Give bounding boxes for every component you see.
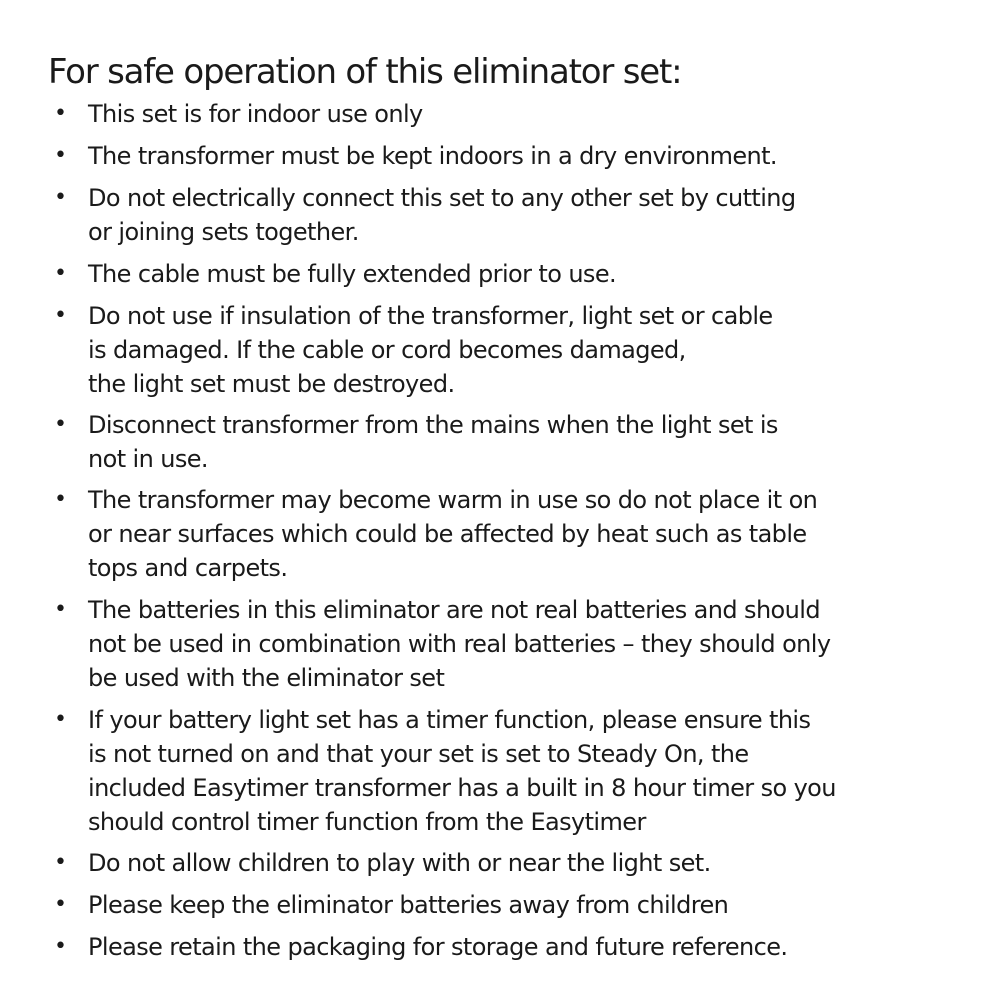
bullet-icon: •: [54, 707, 67, 732]
safety-item-line: or joining sets together.: [88, 218, 359, 246]
safety-item-text: [88, 703, 988, 839]
bullet-icon: •: [54, 261, 67, 286]
safety-item-line: is not turned on and that your set is set to Steady On, the: [88, 740, 749, 768]
bullet-icon: •: [54, 892, 67, 917]
safety-item-line: The transformer may become warm in use so do not place it on: [88, 486, 818, 514]
safety-item-text: [88, 181, 988, 249]
safety-item-text: [88, 593, 988, 695]
safety-item-line: not be used in combination with real batteries – they should only: [88, 630, 831, 658]
safety-item-line: Please retain the packaging for storage and future reference.: [88, 933, 788, 961]
safety-item-line: If your battery light set has a timer function, please ensure this: [88, 706, 811, 734]
safety-item-text: [88, 483, 988, 585]
safety-item-line: Do not electrically connect this set to any other set by cutting: [88, 184, 796, 212]
safety-item-line: is damaged. If the cable or cord becomes damaged,: [88, 336, 686, 364]
safety-item-text: [88, 257, 988, 291]
safety-item-text: [88, 408, 988, 476]
bullet-icon: •: [54, 303, 67, 328]
bullet-icon: •: [54, 597, 67, 622]
safety-item-line: the light set must be destroyed.: [88, 370, 455, 398]
bullet-icon: •: [54, 850, 67, 875]
bullet-icon: •: [54, 143, 67, 168]
safety-item-line: This set is for indoor use only: [88, 100, 423, 128]
safety-item-text: [88, 97, 988, 131]
bullet-icon: •: [54, 185, 67, 210]
safety-item-line: Please keep the eliminator batteries away from children: [88, 891, 729, 919]
safety-item-line: or near surfaces which could be affected by heat such as table: [88, 520, 807, 548]
safety-item-line: Do not allow children to play with or near the light set.: [88, 849, 711, 877]
safety-item-text: [88, 888, 988, 922]
bullet-icon: •: [54, 412, 67, 437]
safety-item-line: should control timer function from the Easytimer: [88, 808, 646, 836]
safety-item-text: [88, 846, 988, 880]
bullet-icon: •: [54, 934, 67, 959]
safety-item-line: Do not use if insulation of the transformer, light set or cable: [88, 302, 773, 330]
safety-item-text: [88, 930, 988, 964]
safety-item-line: Disconnect transformer from the mains when the light set is: [88, 411, 778, 439]
bullet-icon: •: [54, 487, 67, 512]
safety-item-text: [88, 139, 988, 173]
safety-item-line: be used with the eliminator set: [88, 664, 445, 692]
bullet-icon: •: [54, 101, 67, 126]
safety-item-line: The batteries in this eliminator are not real batteries and should: [88, 596, 820, 624]
safety-item-line: not in use.: [88, 445, 208, 473]
page-title: For safe operation of this eliminator set:: [48, 52, 682, 92]
safety-item-text: [88, 299, 988, 401]
safety-item-line: included Easytimer transformer has a built in 8 hour timer so you: [88, 774, 836, 802]
safety-item-line: tops and carpets.: [88, 554, 288, 582]
safety-item-line: The cable must be fully extended prior to use.: [88, 260, 617, 288]
safety-item-line: The transformer must be kept indoors in a dry environment.: [88, 142, 777, 170]
